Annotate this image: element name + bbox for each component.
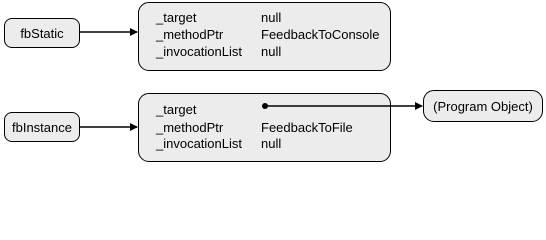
static-delegate-object bbox=[138, 2, 391, 71]
instance-delegate-object bbox=[138, 93, 391, 162]
static-invocationlist-field-value: null bbox=[261, 44, 282, 59]
static-target-field-label: _target bbox=[156, 10, 197, 25]
fbstatic-label: fbStatic bbox=[20, 25, 64, 41]
instance-target-field-label: _target bbox=[156, 102, 197, 117]
instance-invocationlist-field-value: null bbox=[261, 136, 282, 151]
program-object-box bbox=[423, 90, 543, 122]
fbinstance-variable-box bbox=[4, 112, 80, 142]
instance-invocationlist-field-label: _invocationList bbox=[156, 136, 242, 151]
static-methodptr-field-value: FeedbackToConsole bbox=[261, 27, 380, 42]
static-methodptr-field-label: _methodPtr bbox=[156, 27, 224, 42]
instance-methodptr-field-value: FeedbackToFile bbox=[261, 120, 353, 135]
program-object-label: (Program Object) bbox=[433, 98, 533, 114]
instance-methodptr-field-label: _methodPtr bbox=[156, 120, 224, 135]
static-invocationlist-field-label: _invocationList bbox=[156, 44, 242, 59]
fbinstance-label: fbInstance bbox=[12, 119, 72, 135]
fbstatic-variable-box bbox=[4, 18, 80, 48]
static-target-field-value: null bbox=[261, 10, 282, 25]
